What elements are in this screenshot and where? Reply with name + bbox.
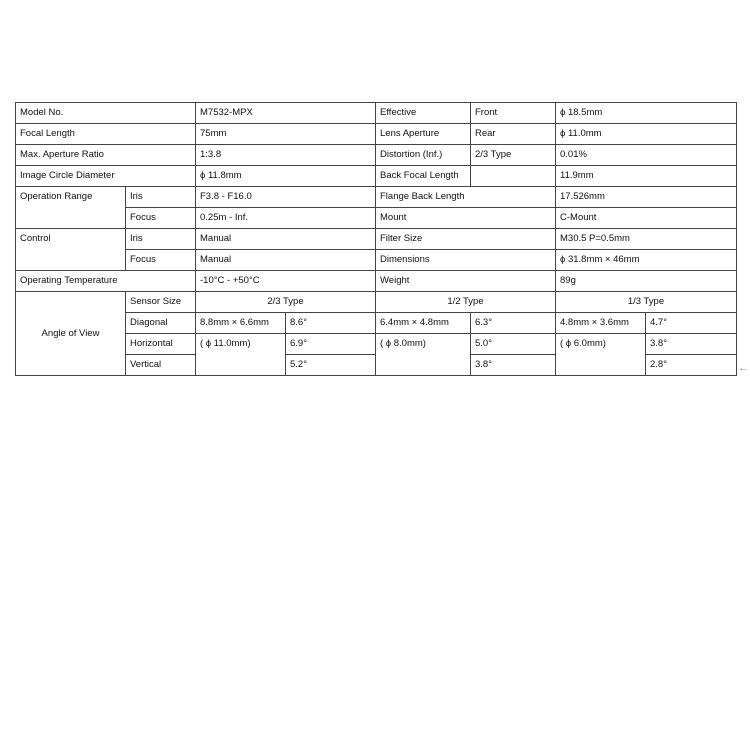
vertical-1-2: 3.8° xyxy=(471,355,556,376)
flange-back-label: Flange Back Length xyxy=(376,187,556,208)
filter-label: Filter Size xyxy=(376,229,556,250)
mount-label: Mount xyxy=(376,208,556,229)
table-row xyxy=(16,124,737,145)
op-temp-value: -10°C - +50°C xyxy=(196,271,376,292)
horizontal-label: Horizontal xyxy=(126,334,196,355)
table-row xyxy=(16,187,737,208)
iris-label: Iris xyxy=(126,229,196,250)
iris-label: Iris xyxy=(126,187,196,208)
aperture-ratio-value: 1:3.8 xyxy=(196,145,376,166)
image-circle-value: ϕ 11.8mm xyxy=(196,166,376,187)
image-circle-label: Image Circle Diameter xyxy=(16,166,196,187)
focus-label: Focus xyxy=(126,208,196,229)
distortion-value: 0.01% xyxy=(556,145,737,166)
sensor-size-1-3: 4.8mm × 3.6mm xyxy=(556,313,646,334)
back-focal-value: 11.9mm xyxy=(556,166,737,187)
sensor-size-1-2: 6.4mm × 4.8mm xyxy=(376,313,471,334)
mount-value: C-Mount xyxy=(556,208,737,229)
arrow-left-icon: ← xyxy=(738,362,749,374)
back-focal-empty xyxy=(471,166,556,187)
focus-label: Focus xyxy=(126,250,196,271)
vertical-2-3: 5.2° xyxy=(286,355,376,376)
weight-label: Weight xyxy=(376,271,556,292)
iris-control-value: Manual xyxy=(196,229,376,250)
diagonal-label: Diagonal xyxy=(126,313,196,334)
focus-control-value: Manual xyxy=(196,250,376,271)
sensor-size-2-3: 8.8mm × 6.6mm xyxy=(196,313,286,334)
front-value: ϕ 18.5mm xyxy=(556,103,737,124)
aperture-ratio-label: Max. Aperture Ratio xyxy=(16,145,196,166)
filter-value: M30.5 P=0.5mm xyxy=(556,229,737,250)
sensor-type-2-3: 2/3 Type xyxy=(196,292,376,313)
dimensions-label: Dimensions xyxy=(376,250,556,271)
iris-range-value: F3.8 - F16.0 xyxy=(196,187,376,208)
control-label: Control xyxy=(16,229,126,271)
weight-value: 89g xyxy=(556,271,737,292)
distortion-type: 2/3 Type xyxy=(471,145,556,166)
horizontal-1-2: 5.0° xyxy=(471,334,556,355)
op-temp-label: Operating Temperature xyxy=(16,271,196,292)
sensor-size-label: Sensor Size xyxy=(126,292,196,313)
rear-value: ϕ 11.0mm xyxy=(556,124,737,145)
diagonal-1-2: 6.3° xyxy=(471,313,556,334)
operation-range-label: Operation Range xyxy=(16,187,126,229)
horizontal-2-3: 6.9° xyxy=(286,334,376,355)
back-focal-label: Back Focal Length xyxy=(376,166,471,187)
table-row xyxy=(16,229,737,250)
sensor-circle-1-2: ( ϕ 8.0mm) xyxy=(376,334,471,376)
front-label: Front xyxy=(471,103,556,124)
focal-label: Focal Length xyxy=(16,124,196,145)
flange-back-value: 17.526mm xyxy=(556,187,737,208)
diagonal-1-3: 4.7° xyxy=(646,313,737,334)
rear-label: Rear xyxy=(471,124,556,145)
dimensions-value: ϕ 31.8mm × 46mm xyxy=(556,250,737,271)
table-row xyxy=(16,271,737,292)
sensor-circle-2-3: ( ϕ 11.0mm) xyxy=(196,334,286,376)
table-row xyxy=(16,145,737,166)
table-row xyxy=(16,103,737,124)
model-value: M7532-MPX xyxy=(196,103,376,124)
table-row xyxy=(16,292,737,313)
vertical-1-3: 2.8° xyxy=(646,355,737,376)
focus-range-value: 0.25m - Inf. xyxy=(196,208,376,229)
spec-table xyxy=(15,102,737,376)
sensor-type-1-2: 1/2 Type xyxy=(376,292,556,313)
sensor-circle-1-3: ( ϕ 6.0mm) xyxy=(556,334,646,376)
table-row xyxy=(16,166,737,187)
diagonal-2-3: 8.6° xyxy=(286,313,376,334)
sensor-type-1-3: 1/3 Type xyxy=(556,292,737,313)
model-label: Model No. xyxy=(16,103,196,124)
angle-of-view-label: Angle of View xyxy=(16,292,126,376)
horizontal-1-3: 3.8° xyxy=(646,334,737,355)
distortion-label: Distortion (Inf.) xyxy=(376,145,471,166)
lens-aperture-label: Lens Aperture xyxy=(376,124,471,145)
vertical-label: Vertical xyxy=(126,355,196,376)
effective-label: Effective xyxy=(376,103,471,124)
focal-value: 75mm xyxy=(196,124,376,145)
